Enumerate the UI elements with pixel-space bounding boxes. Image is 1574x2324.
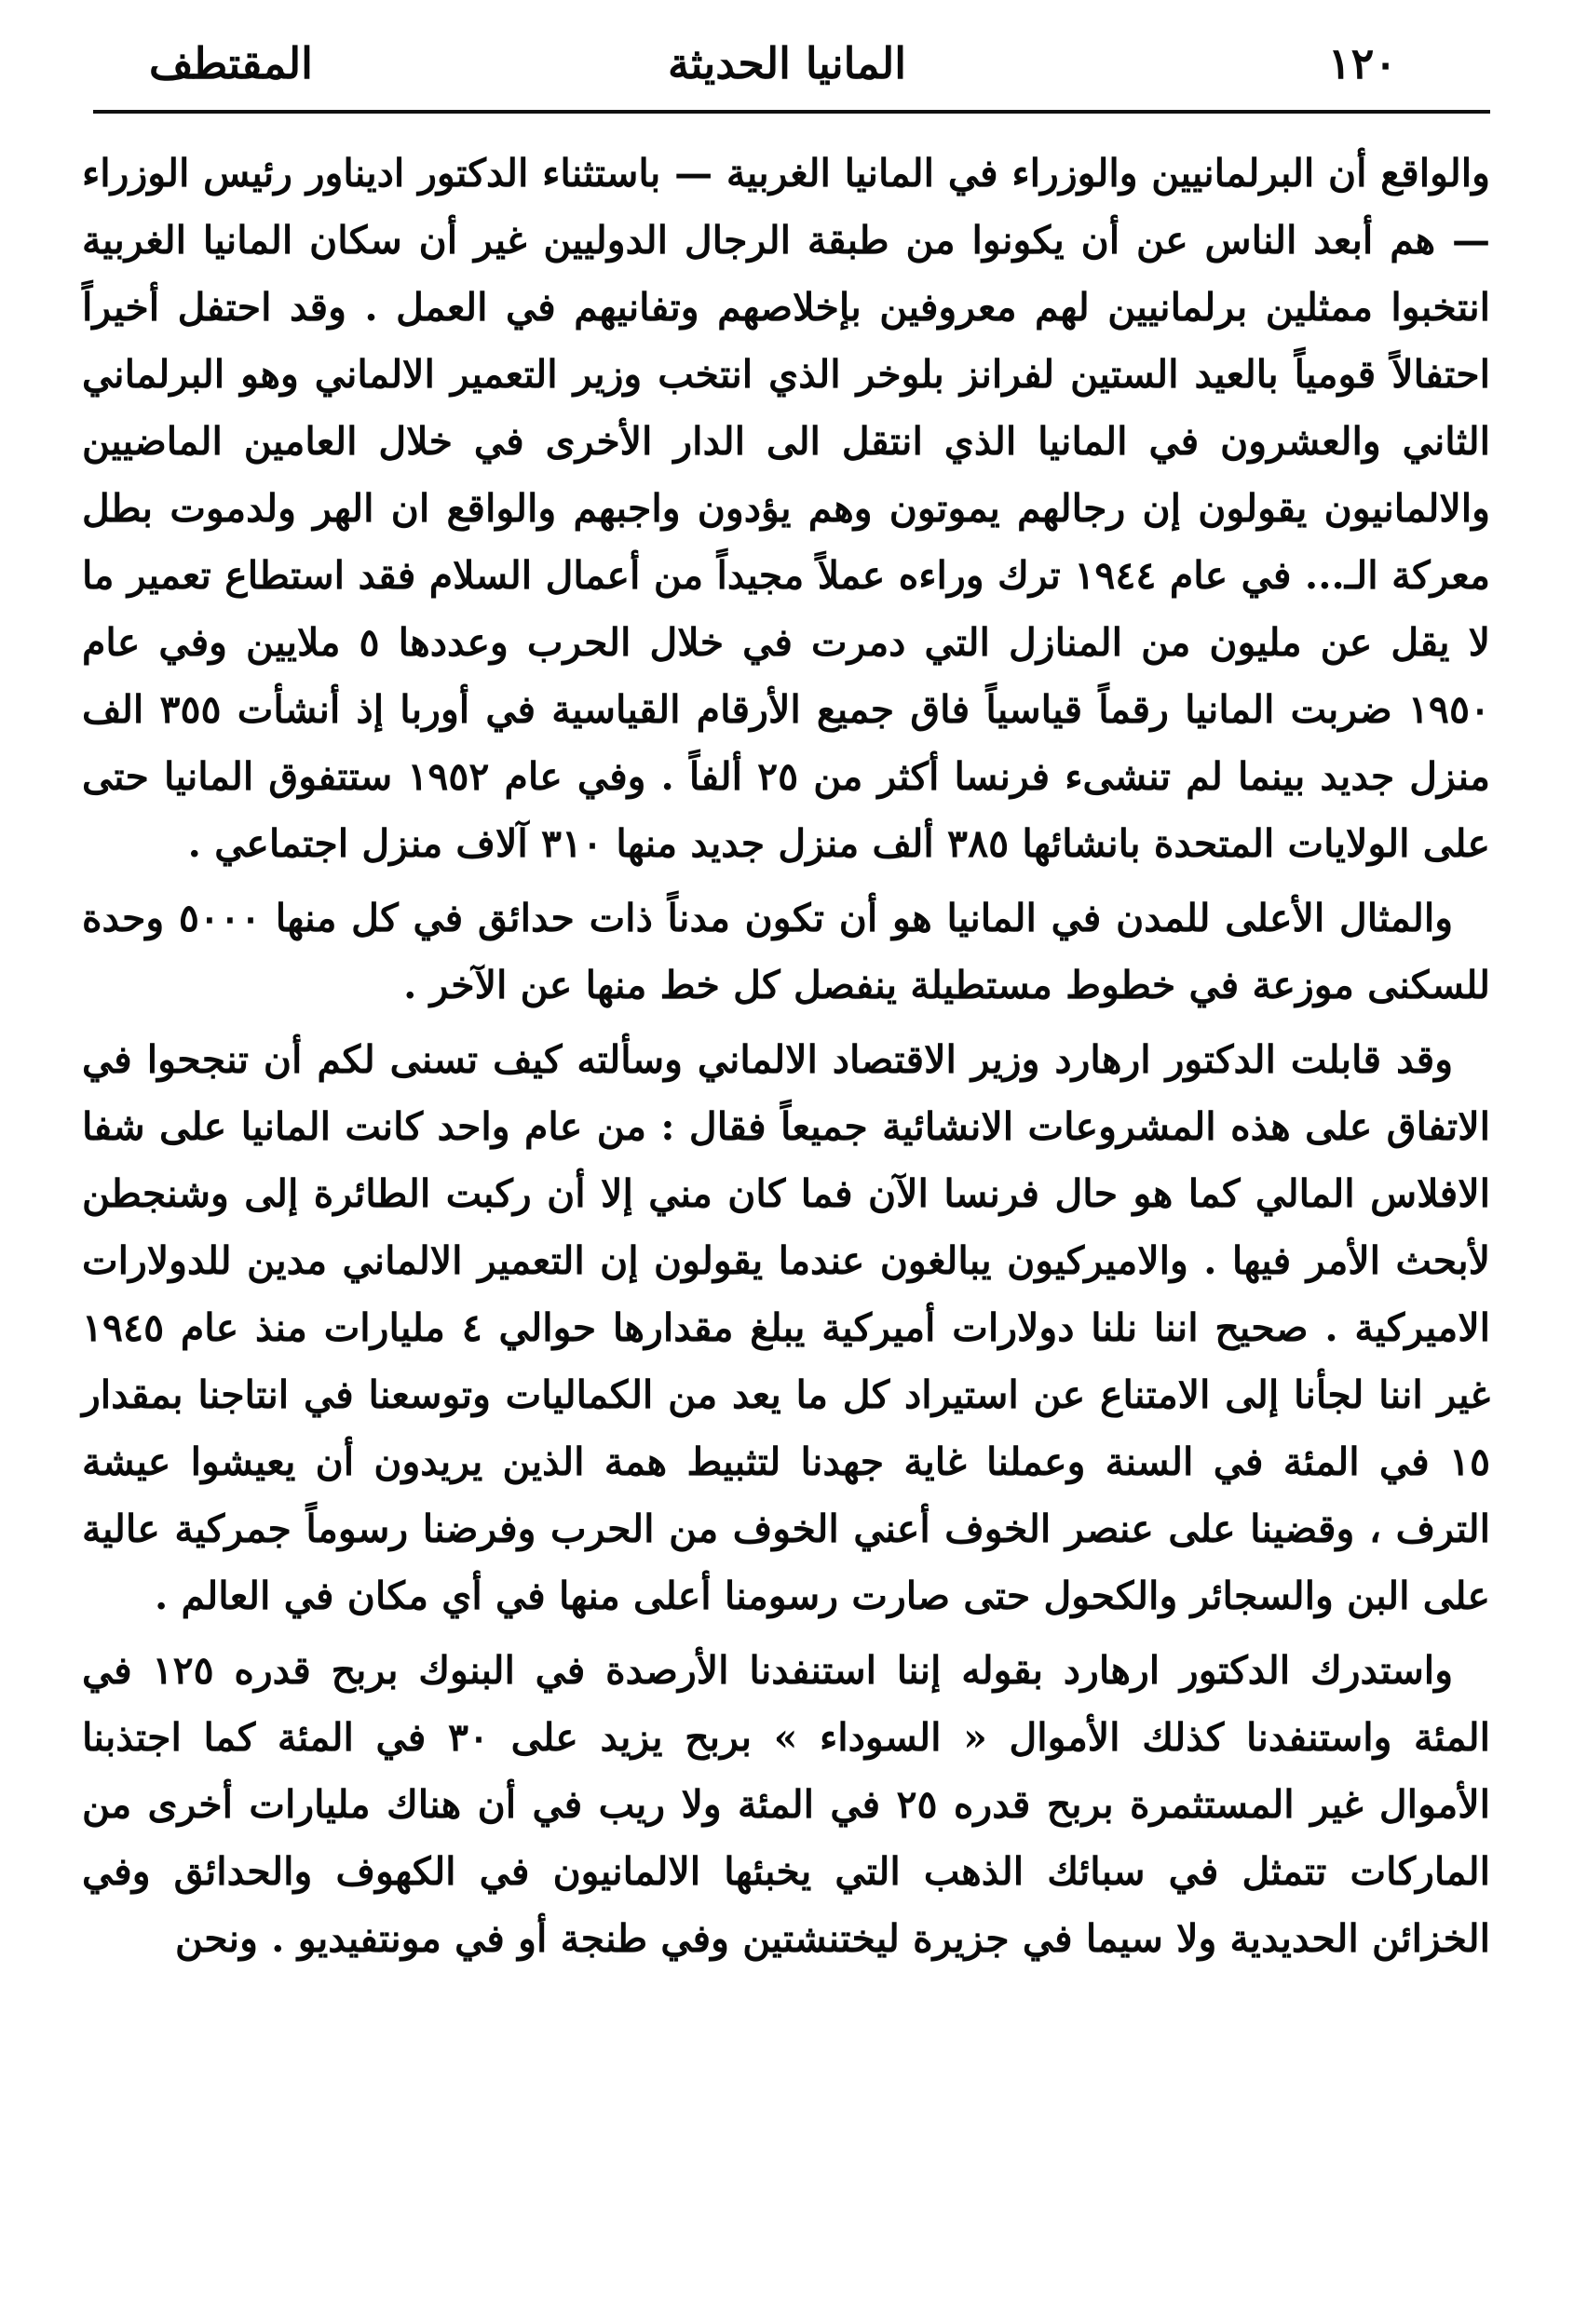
page-number: ١٢٠ <box>1327 38 1397 88</box>
header-divider <box>93 110 1490 114</box>
paragraph-3: وقد قابلت الدكتور ارهارد وزير الاقتصاد الالماني وسألته كيف تسنى لكم أن تنجحوا في الاتفاق على هذه المشروعات الانشائية جميعاً فقال : من عام واحد كانت المانيا على شفا الافلاس المالي كما هو حال فرنسا الآن فما كان مني إلا أن ركبت الطائرة إلى وشنجطن لأبحث الأمر فيها . والاميركيون يبالغون عندما يقولون إن التعمير الالماني مدين للدولارات الاميركية . صحيح اننا نلنا دولارات أميركية يبلغ مقدارها حوالي ٤ مليارات منذ عام ١٩٤٥ غير اننا لجأنا إلى الامتناع عن استيراد كل ما يعد من الكماليات وتوسعنا في انتاجنا بمقدار ١٥ في المئة في السنة وعملنا غاية جهدنا لتثبيط همة الذين يريدون أن يعيشوا عيشة الترف ، وقضينا على عنصر الخوف أعني الخوف من الحرب وفرضنا رسوماً جمركية عالية على البن والسجائر والكحول حتى صارت رسومنا أعلى منها في أي مكان في العالم . <box>82 1037 1491 1618</box>
paragraph-2: والمثال الأعلى للمدن في المانيا هو أن تكون مدناً ذات حدائق في كل منها ٥٠٠٠ وحدة للسكنى موزعة في خطوط مستطيلة ينفصل كل خط منها عن الآخر . <box>82 896 1490 1007</box>
paragraph-4: واستدرك الدكتور ارهارد بقوله إننا استنفدنا الأرصدة في البنوك بربح قدره ١٢٥ في المئة واستنفدنا كذلك الأموال « السوداء » بربح يزيد على ٣٠ في المئة كما اجتذبنا الأموال غير المستثمرة بربح قدره ٢٥ في المئة ولا ريب في أن هناك مليارات أخرى من الماركات تتمثل في سبائك الذهب التي يخبئها الالمانيون في الكهوف والحدائق وفي الخزائن الحديدية ولا سيما في جزيرة ليختنشتين وفي طنجة أو في مونتفيديو . ونحن <box>82 1648 1491 1961</box>
running-header <box>84 26 1490 101</box>
magazine-name: المقتطف <box>149 38 313 88</box>
article-title: المانيا الحديثة <box>667 38 907 88</box>
paragraph-1: والواقع أن البرلمانيين والوزراء في المانيا الغربية — باستثناء الدكتور اديناور رئيس الوزراء — هم أبعد الناس عن أن يكونوا من طبقة الرجال الدوليين غير أن سكان المانيا الغربية انتخبوا ممثلين برلمانيين لهم معروفين بإخلاصهم وتفانيهم في العمل . وقد احتفل أخيراً احتفالاً قومياً بالعيد الستين لفرانز بلوخر الذي انتخب وزير التعمير الالماني وهو البرلماني الثاني والعشرون في المانيا الذي انتقل الى الدار الأخرى في خلال العامين الماضيين والالمانيون يقولون إن رجالهم يموتون وهم يؤدون واجبهم والواقع ان الهر ولدموت بطل معركة الـ... في عام ١٩٤٤ ترك وراءه عملاً مجيداً من أعمال السلام فقد استطاع تعمير ما لا يقل عن مليون من المنازل التي دمرت في خلال الحرب وعددها ٥ ملايين وفي عام ١٩٥٠ ضربت المانيا رقماً قياسياً فاق جميع الأرقام القياسية في أوربا إذ أنشأت ٣٥٥ الف منزل جديد بينما لم تنشىء فرنسا أكثر من ٢٥ ألفاً . وفي عام ١٩٥٢ ستتفوق المانيا حتى على الولايات المتحدة بانشائها ٣٨٥ ألف منزل جديد منها ٣١٠ آلاف منزل اجتماعي . <box>82 151 1491 866</box>
article-body <box>82 140 1490 1972</box>
